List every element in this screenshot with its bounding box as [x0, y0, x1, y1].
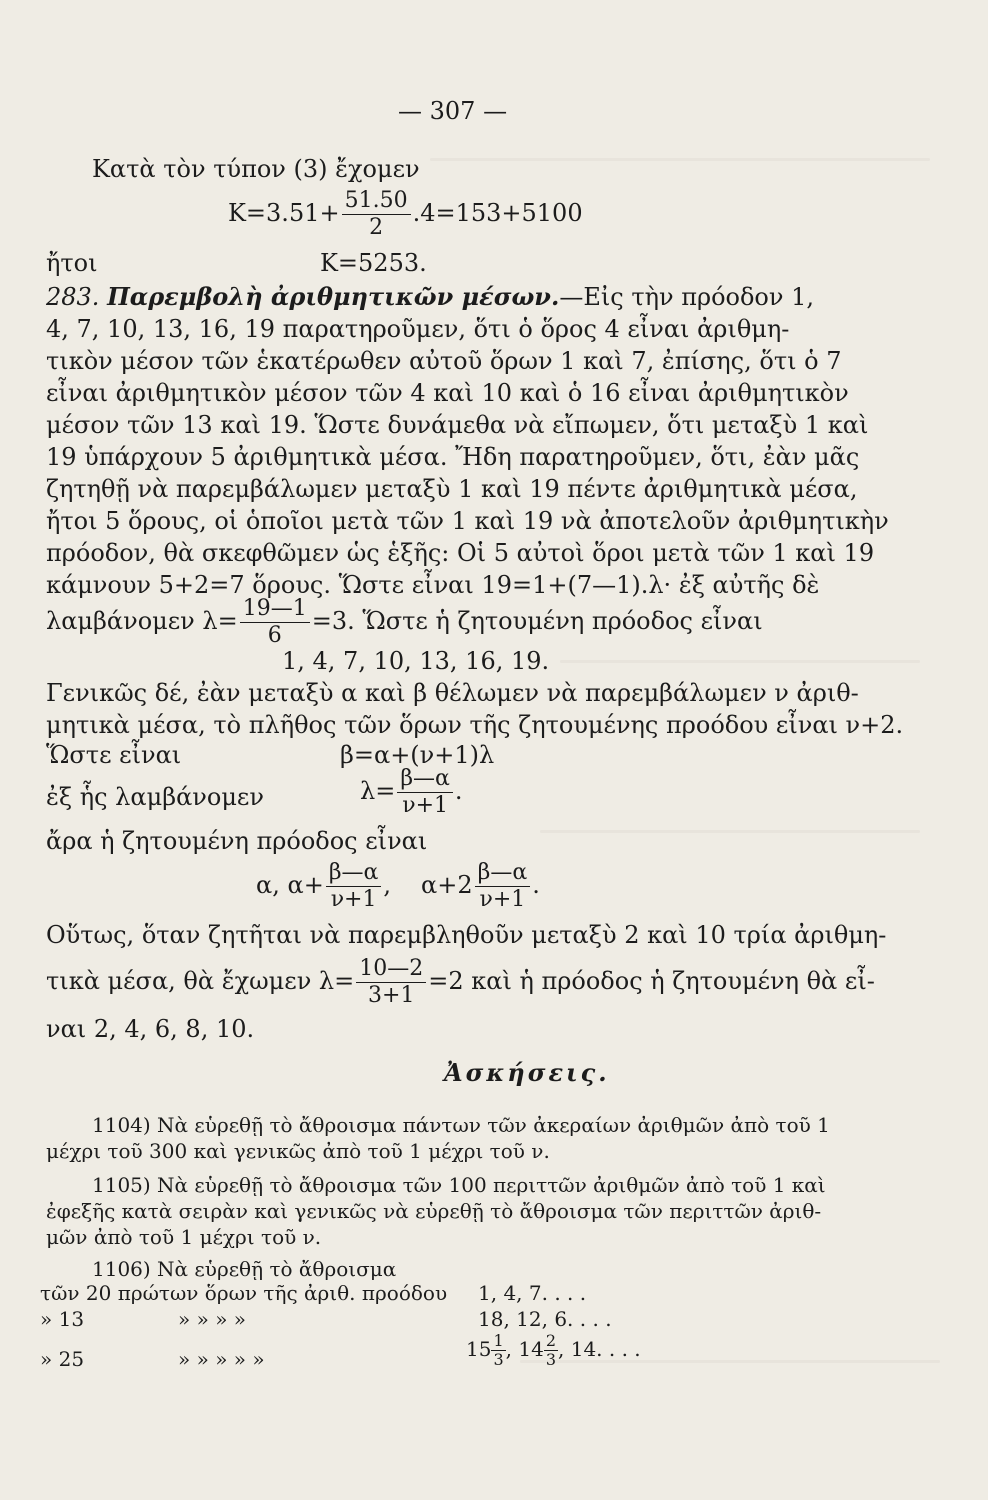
exercise-1106-row-1-text: τῶν 20 πρώτων ὅρων τῆς ἀριθ. προόδου [40, 1281, 448, 1305]
fraction-denominator: 6 [267, 623, 282, 648]
exercise-1106-row-3-mark: » 25 [40, 1347, 85, 1371]
fraction-denominator: 2 [369, 215, 384, 240]
section-number: 283. [46, 283, 100, 311]
lambda-pre: λαμβάνομεν λ= [46, 607, 238, 635]
example-pre: τικὰ μέσα, θὰ ἔχωμεν λ= [46, 967, 355, 995]
section-line-4: μέσον τῶν 13 καὶ 19. Ὥστε δυνάμεθα νὰ εἴπωμεν, ὅτι μεταξὺ 1 καὶ [46, 411, 869, 439]
exercise-1106-head: 1106) Νὰ εὑρεθῇ τὸ ἄθροισμα [92, 1257, 397, 1281]
term-3-post: . [532, 871, 540, 899]
example-line-1: Οὕτως, ὅταν ζητῆται νὰ παρεμβληθοῦν μεταξὺ 2 καὶ 10 τρία ἀριθμη- [46, 921, 887, 949]
section-line-5: 19 ὑπάρχουν 5 ἀριθμητικὰ μέσα. Ἤδη παρατηροῦμεν, ὅτι, ἐὰν μᾶς [46, 443, 860, 471]
general-line-1: μητικὰ μέσα, τὸ πλῆθος τῶν ὅρων τῆς ζητουμένης προόδου εἶναι ν+2. [46, 711, 904, 739]
section-line-8: πρόοδον, θὰ σκεφθῶμεν ὡς ἑξῆς: Οἱ 5 αὐτοὶ ὅροι μετὰ τῶν 1 καὶ 19 [46, 539, 875, 567]
progression-example: 1, 4, 7, 10, 13, 16, 19. [282, 647, 550, 675]
exercise-1104-line-0: 1104) Νὰ εὑρεθῇ τὸ ἄθροισμα πάντων τῶν ἀκεραίων ἀριθμῶν ἀπὸ τοῦ 1 [92, 1113, 830, 1137]
fraction [326, 860, 382, 913]
section-line-2: τικὸν μέσον τῶν ἑκατέρωθεν αὐτοῦ ὅρων 1 καὶ 7, ἐπίσης, ὅτι ὁ 7 [46, 347, 842, 375]
sought-line: ἄρα ἡ ζητουμένη πρόοδος εἶναι [46, 827, 428, 855]
eq-lambda-pre: λ= [360, 777, 396, 805]
section-line-6: ζητηθῇ νὰ παρεμβάλωμεν μεταξὺ 1 καὶ 19 πέντε ἀριθμητικὰ μέσα, [46, 475, 858, 503]
fraction [475, 860, 531, 913]
term-2-post: , [383, 871, 392, 899]
fraction [544, 1332, 558, 1369]
formula-k-lhs: K=3.51+ [228, 199, 340, 227]
term-3-pre: α+2 [421, 871, 473, 899]
exercise-1105-line-1: ἐφεξῆς κατὰ σειρὰν καὶ γενικῶς νὰ εὑρεθῇ τὸ ἄθροισμα τῶν περιττῶν ἀριθ- [46, 1199, 822, 1223]
fraction-numerator: 10—2 [356, 956, 426, 983]
bleed-through-mark [540, 830, 920, 833]
fraction [240, 596, 310, 649]
fraction-numerator: β—α [475, 860, 531, 887]
eq-beta-label: Ὥστε εἶναι [46, 741, 182, 769]
general-line-0: Γενικῶς δέ, ἐὰν μεταξὺ α καὶ β θέλωμεν νὰ παρεμβάλωμεν ν ἀριθ- [46, 679, 859, 707]
bleed-through-mark [430, 158, 930, 161]
fraction-numerator: β—α [326, 860, 382, 887]
lambda-post: =3. Ὥστε ἡ ζητουμένη πρόοδος εἶναι [311, 607, 763, 635]
fraction-denominator: ν+1 [402, 793, 449, 818]
example-post: =2 καὶ ἡ πρόοδος ἡ ζητουμένη θὰ εἶ- [428, 967, 875, 995]
fraction-numerator: 51.50 [342, 188, 411, 215]
result-label: ἤτοι [46, 249, 98, 277]
exercise-1105-line-2: μῶν ἀπὸ τοῦ 1 μέχρι τοῦ ν. [46, 1225, 322, 1249]
fraction-denominator: 3+1 [368, 983, 415, 1008]
fraction [356, 956, 426, 1009]
fraction-denominator: 3 [545, 1350, 556, 1369]
section-line-7: ἤτοι 5 ὅρους, οἱ ὁποῖοι μετὰ τῶν 1 καὶ 19 νὰ ἀποτελοῦν ἀριθμητικὴν [46, 507, 889, 535]
page-number: — 307 — [398, 97, 508, 125]
exercise-1106-row-1-seq: 1, 4, 7. . . . [478, 1281, 587, 1305]
exercise-1106-row-2-mark: » 13 [40, 1307, 85, 1331]
section-heading-line [46, 282, 814, 312]
exercise-1106-row-2-ditto: » » » » [178, 1307, 247, 1331]
exercise-1104-line-1: μέχρι τοῦ 300 καὶ γενικῶς ἀπὸ τοῦ 1 μέχρι τοῦ ν. [46, 1139, 550, 1163]
example-line-3: ναι 2, 4, 6, 8, 10. [46, 1015, 255, 1043]
seq-part-c: , 14. . . . [558, 1337, 641, 1361]
fraction-numerator: 2 [545, 1331, 556, 1350]
section-line-3: εἶναι ἀριθμητικὸν μέσον τῶν 4 καὶ 10 καὶ ὁ 16 εἶναι ἀριθμητικὸν [46, 379, 849, 407]
term-1: α, [256, 871, 280, 899]
bleed-through-mark [560, 660, 920, 663]
fraction-numerator: 19—1 [240, 596, 310, 623]
section-title: Παρεμβολὴ ἀριθμητικῶν μέσων. [107, 282, 560, 311]
fraction [397, 766, 453, 819]
terms-line [256, 860, 540, 913]
intro-line: Κατὰ τὸν τύπον (3) ἔχομεν [92, 155, 420, 183]
formula-k-rhs: .4=153+5100 [412, 199, 583, 227]
section-line-1: 4, 7, 10, 13, 16, 19 παρατηροῦμεν, ὅτι ὁ ὅρος 4 εἶναι ἀριθμη- [46, 315, 790, 343]
example-line-2 [46, 956, 875, 1009]
fraction-denominator: ν+1 [330, 887, 377, 912]
fraction-denominator: 3 [493, 1350, 504, 1369]
fraction-numerator: β—α [397, 766, 453, 793]
fraction [491, 1332, 505, 1369]
section-line-0: —Εἰς τὴν πρόοδον 1, [559, 283, 814, 311]
formula-k [228, 188, 583, 241]
fraction-denominator: ν+1 [479, 887, 526, 912]
fraction-numerator: 1 [493, 1331, 504, 1350]
eq-beta-formula: β=α+(ν+1)λ [340, 741, 495, 769]
term-2-pre: α+ [287, 871, 324, 899]
seq-part-a: 15 [466, 1337, 492, 1361]
seq-part-b: , 14 [505, 1337, 544, 1361]
eq-lambda-label: ἐξ ἧς λαμβάνομεν [46, 783, 264, 811]
exercise-1106-row-2-seq: 18, 12, 6. . . . [478, 1307, 612, 1331]
result-value: K=5253. [320, 249, 427, 277]
lambda-line [46, 596, 763, 649]
eq-lambda [360, 766, 463, 819]
eq-lambda-post: . [454, 777, 463, 805]
exercise-1106-row-3-seq [466, 1332, 641, 1369]
fraction [342, 188, 411, 241]
section-line-9: κάμνουν 5+2=7 ὅρους. Ὥστε εἶναι 19=1+(7—1).λ· ἐξ αὐτῆς δὲ [46, 571, 820, 599]
exercise-1106-row-3-ditto: » » » » » [178, 1347, 265, 1371]
exercises-title: Ἀσκήσεις. [444, 1058, 610, 1087]
exercise-1105-line-0: 1105) Νὰ εὑρεθῇ τὸ ἄθροισμα τῶν 100 περιττῶν ἀριθμῶν ἀπὸ τοῦ 1 καὶ [92, 1173, 826, 1197]
